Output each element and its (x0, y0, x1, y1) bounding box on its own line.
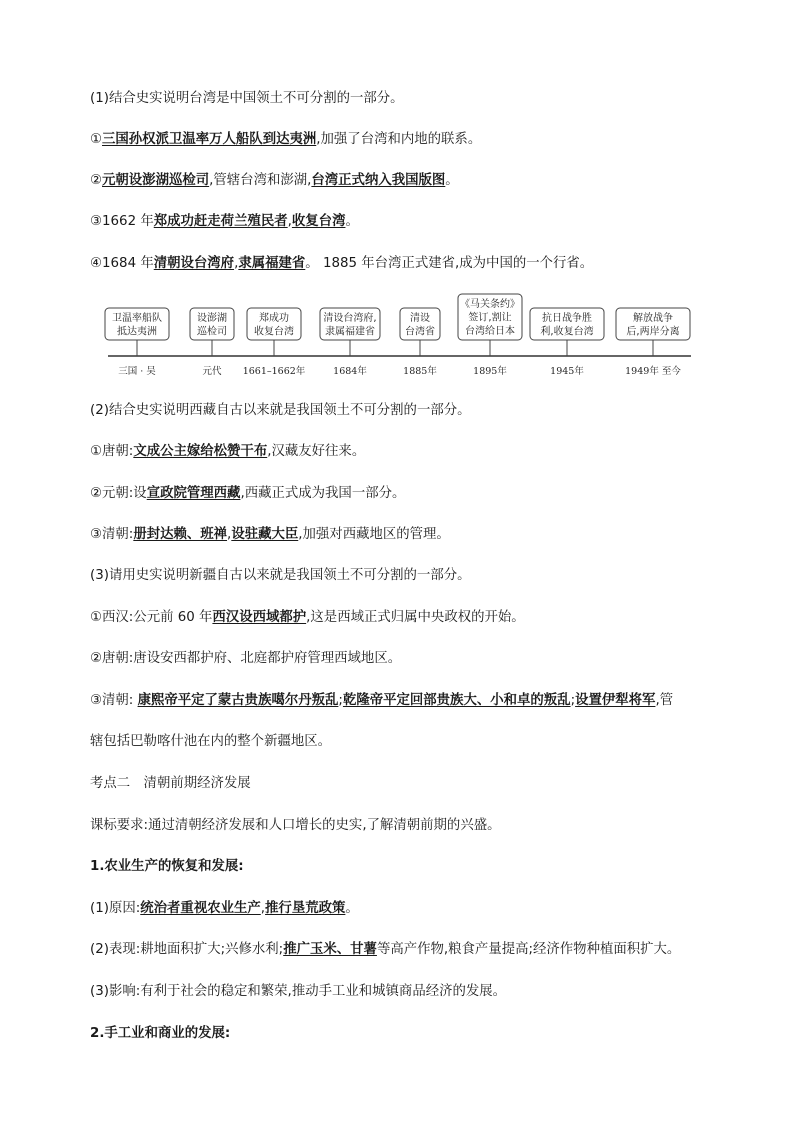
event-date: 1661–1662年 (242, 366, 306, 377)
taiwan-point-4 (90, 255, 593, 273)
heading-agriculture: 1.农业生产的恢复和发展: (90, 859, 244, 874)
tibet-point-3 (90, 526, 450, 544)
taiwan-timeline (100, 292, 700, 382)
event-label: 签订,割让 (468, 312, 512, 324)
key-point: 宣政院管理西藏 (146, 486, 241, 501)
key-point: 三国孙权派卫温率万人船队到达夷洲 (102, 132, 317, 147)
agri-cause (90, 900, 359, 918)
key-point: 乾隆帝平定回部贵族大、小和卓的叛乱 (342, 693, 571, 708)
text: ,管辖台湾和澎湖, (209, 173, 312, 188)
event-label: 抗日战争胜 (542, 313, 592, 324)
text: ②元朝:设 (90, 486, 147, 501)
key-point: 册封达赖、班禅 (133, 527, 228, 542)
text: ③清朝: (90, 693, 138, 708)
curriculum-requirement: 课标要求:通过清朝经济发展和人口增长的史实,了解清朝前期的兴盛。 (90, 818, 501, 833)
event-date: 1885年 (403, 366, 437, 377)
event-label: 收复台湾 (254, 326, 294, 338)
text: ① (90, 132, 103, 147)
text: ,这是西域正式归属中央政权的开始。 (306, 610, 525, 625)
taiwan-point-2 (90, 172, 459, 190)
event-date: 1949年 至今 (625, 366, 681, 377)
text: ,加强对西藏地区的管理。 (298, 527, 450, 542)
event-date: 1684年 (333, 366, 367, 377)
question-taiwan: (1)结合史实说明台湾是中国领土不可分割的一部分。 (90, 91, 404, 106)
taiwan-point-1 (90, 131, 481, 149)
event-date: 元代 (202, 366, 222, 377)
key-point: 推广玉米、甘薯 (283, 942, 377, 957)
key-point: 设驻藏大臣 (231, 527, 299, 542)
key-point: 文成公主嫁给松赞干布 (133, 444, 268, 459)
event-date: 1895年 (473, 366, 507, 377)
tibet-point-2 (90, 485, 405, 503)
text: 等高产作物,粮食产量提高;经济作物种植面积扩大。 (376, 942, 681, 957)
event-label: 抵达夷洲 (117, 326, 157, 338)
text: ,汉藏友好往来。 (267, 444, 366, 459)
event-label: 卫温率船队 (112, 313, 162, 324)
question-xinjiang: (3)请用史实说明新疆自古以来就是我国领土不可分割的一部分。 (90, 568, 471, 583)
event-label: 台湾省 (405, 326, 435, 338)
key-point: 隶属福建省 (238, 256, 306, 271)
event-label: 解放战争 (633, 313, 673, 324)
key-point: 设置伊犁将军 (575, 693, 656, 708)
text: ② (90, 173, 103, 188)
text: 。 (445, 173, 459, 188)
text: ③1662 年 (90, 214, 154, 229)
event-label: 清设台湾府, (323, 313, 377, 324)
text: ,加强了台湾和内地的联系。 (316, 132, 482, 147)
key-point: 元朝设澎湖巡检司 (102, 173, 210, 188)
event-label: 清设 (410, 313, 430, 324)
text: 。 (345, 214, 359, 229)
event-label: 后,两岸分离 (626, 326, 680, 338)
text: ,西藏正式成为我国一部分。 (240, 486, 406, 501)
key-point: 收复台湾 (291, 214, 346, 229)
text: (1)原因: (90, 901, 141, 916)
text: , (287, 214, 292, 229)
key-point: 西汉设西域都护 (212, 610, 307, 625)
text: ④1684 年 (90, 256, 154, 271)
text: ; (570, 693, 576, 708)
event-label: 巡检司 (197, 326, 227, 338)
key-point: 统治者重视农业生产 (140, 901, 261, 916)
section-title: 考点二 清朝前期经济发展 (90, 776, 251, 791)
key-point: 清朝设台湾府 (153, 256, 235, 271)
xinjiang-point-3-cont: 辖包括巴勒喀什池在内的整个新疆地区。 (90, 734, 332, 749)
text: , (227, 527, 232, 542)
heading-handicraft-commerce: 2.手工业和商业的发展: (90, 1026, 231, 1041)
text: ; (338, 693, 343, 708)
event-date: 三国 · 吴 (118, 366, 156, 377)
event-label: 台湾给日本 (465, 326, 515, 337)
text: 。 (345, 901, 359, 916)
event-label: 郑成功 (259, 313, 289, 324)
text: ③清朝: (90, 527, 134, 542)
xinjiang-point-1 (90, 609, 525, 627)
key-point: 康熙帝平定了蒙古贵族噶尔丹叛乱 (137, 693, 339, 708)
event-label: 利,收复台湾 (540, 326, 594, 338)
taiwan-point-3 (90, 213, 359, 231)
text: (2)表现:耕地面积扩大;兴修水利; (90, 942, 284, 957)
text: , (234, 256, 239, 271)
text: 。 1885 年台湾正式建省,成为中国的一个行省。 (305, 256, 594, 271)
key-point: 台湾正式纳入我国版图 (311, 173, 446, 188)
event-label: 《马关条约》 (460, 299, 520, 310)
xinjiang-point-3 (90, 692, 673, 710)
text: ①西汉:公元前 60 年 (90, 610, 213, 625)
text: ①唐朝: (90, 444, 134, 459)
agri-impact: (3)影响:有利于社会的稳定和繁荣,推动手工业和城镇商品经济的发展。 (90, 984, 507, 999)
key-point: 郑成功赶走荷兰殖民者 (153, 214, 288, 229)
key-point: 推行垦荒政策 (265, 901, 346, 916)
agri-manifestation (90, 941, 680, 959)
tibet-point-1 (90, 443, 365, 461)
event-label: 设澎湖 (197, 313, 227, 324)
text: ,管 (655, 693, 674, 708)
event-label: 隶属福建省 (325, 326, 375, 338)
event-date: 1945年 (550, 366, 584, 377)
question-tibet: (2)结合史实说明西藏自古以来就是我国领土不可分割的一部分。 (90, 403, 471, 418)
text: , (260, 901, 266, 916)
xinjiang-point-2: ②唐朝:唐设安西都护府、北庭都护府管理西域地区。 (90, 651, 402, 666)
